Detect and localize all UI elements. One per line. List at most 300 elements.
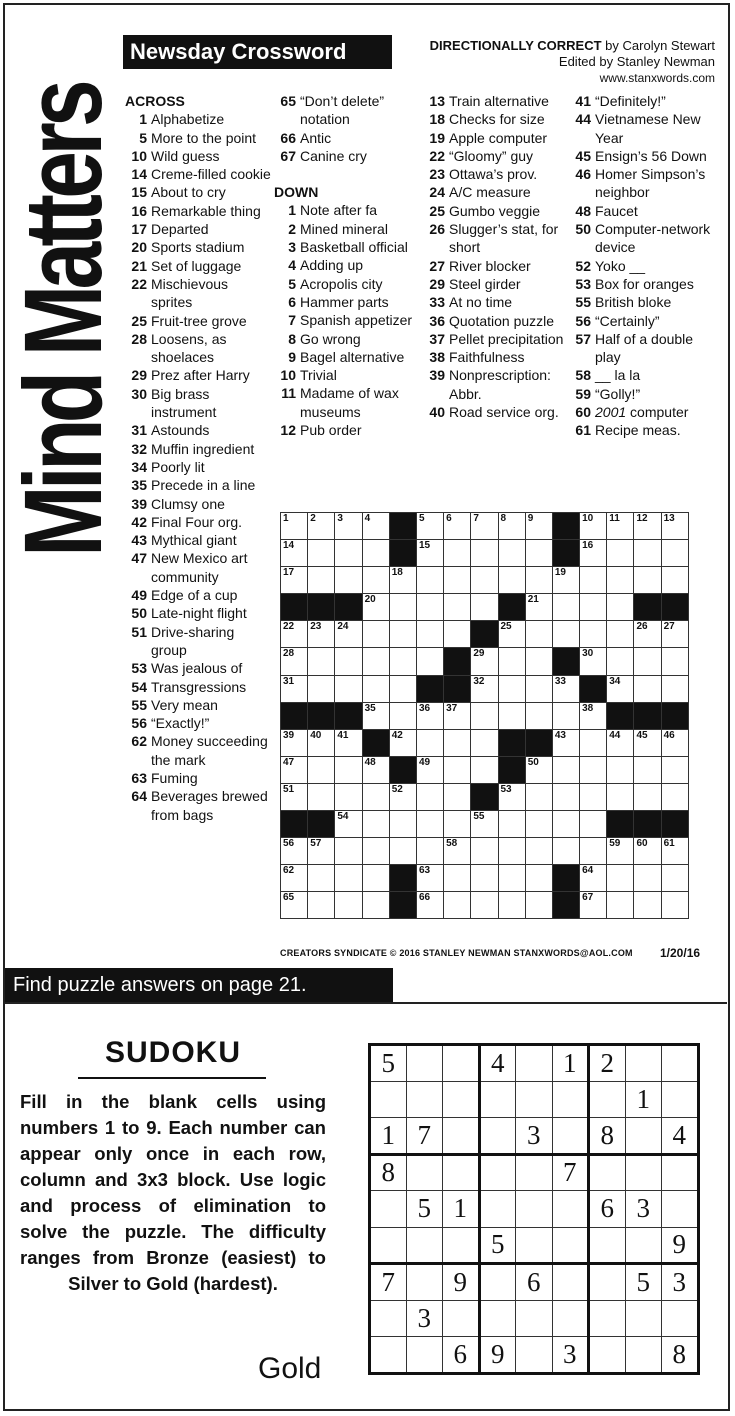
cell-number: 35 bbox=[364, 702, 376, 714]
clue-number: 12 bbox=[280, 422, 296, 439]
cell-number: 59 bbox=[609, 838, 621, 850]
grid-cell bbox=[525, 838, 552, 865]
cell-number: 15 bbox=[418, 540, 431, 552]
grid-cell bbox=[389, 675, 416, 702]
sudoku-cell bbox=[516, 1300, 553, 1337]
sudoku-cell: 8 bbox=[589, 1118, 626, 1155]
grid-cell bbox=[335, 783, 362, 810]
sudoku-cell bbox=[662, 1300, 699, 1337]
sudoku-cell bbox=[589, 1264, 626, 1301]
clue-text: Loosens, as shoelaces bbox=[151, 330, 227, 366]
sudoku-cell: 5 bbox=[625, 1264, 662, 1301]
grid-cell bbox=[444, 783, 471, 810]
sudoku-cell: 4 bbox=[662, 1118, 699, 1155]
clue-number: 25 bbox=[131, 312, 147, 329]
cell-number: 67 bbox=[582, 892, 594, 904]
sudoku-cell: 7 bbox=[406, 1118, 443, 1155]
sudoku-cell bbox=[589, 1154, 626, 1191]
clue-text: Beverages brewed from bags bbox=[151, 788, 268, 823]
clue-text: Half of a double play bbox=[595, 330, 694, 366]
grid-cell bbox=[389, 648, 416, 675]
black-square bbox=[634, 811, 661, 838]
sudoku-cell bbox=[406, 1081, 443, 1118]
black-square bbox=[471, 621, 498, 648]
down-clue bbox=[423, 257, 568, 275]
clue-number: 40 bbox=[429, 404, 445, 421]
cell-number: 28 bbox=[283, 648, 295, 660]
clue-text: Spanish appetizer bbox=[300, 312, 413, 329]
down-clue bbox=[569, 220, 719, 257]
clue-text: About to cry bbox=[151, 184, 226, 201]
cell-number: 24 bbox=[337, 621, 349, 633]
sudoku-cell bbox=[516, 1191, 553, 1228]
grid-cell bbox=[607, 594, 634, 621]
grid-cell bbox=[416, 811, 443, 838]
cell-number: 60 bbox=[636, 838, 648, 850]
cell-number: 32 bbox=[473, 675, 485, 687]
sudoku-title-underline bbox=[78, 1077, 266, 1079]
sudoku-cell: 5 bbox=[479, 1227, 516, 1264]
clue-text: Pellet precipitation bbox=[449, 330, 564, 347]
cell-number: 57 bbox=[310, 838, 322, 850]
sudoku-cell: 3 bbox=[406, 1300, 443, 1337]
grid-cell bbox=[444, 892, 471, 919]
grid-cell bbox=[362, 675, 389, 702]
across-clue bbox=[125, 787, 273, 824]
cell-number: 9 bbox=[527, 513, 534, 524]
grid-cell bbox=[525, 648, 552, 675]
grid-cell bbox=[471, 729, 498, 756]
clue-number: 19 bbox=[429, 129, 445, 146]
cell-number: 39 bbox=[283, 729, 295, 741]
clue-number: 32 bbox=[131, 440, 147, 457]
grid-cell bbox=[335, 892, 362, 919]
down-clue bbox=[569, 147, 719, 165]
clue-text: Fruit-tree grove bbox=[151, 312, 247, 329]
clue-text: Remarkable thing bbox=[151, 202, 261, 219]
grid-cell bbox=[444, 702, 471, 729]
black-square bbox=[525, 729, 552, 756]
down-clue bbox=[423, 293, 568, 311]
crossword-grid bbox=[280, 512, 689, 919]
cell-number: 41 bbox=[337, 729, 349, 741]
cell-number: 54 bbox=[337, 811, 349, 823]
clue-number: 30 bbox=[131, 385, 147, 402]
grid-cell bbox=[308, 756, 335, 783]
clue-number: 17 bbox=[131, 221, 147, 238]
sudoku-cell bbox=[625, 1045, 662, 1082]
clue-number: 61 bbox=[575, 422, 591, 439]
grid-cell bbox=[634, 540, 661, 567]
sudoku-cell bbox=[662, 1081, 699, 1118]
across-clue bbox=[125, 220, 273, 238]
across-clue bbox=[274, 92, 422, 129]
clue-number: 26 bbox=[429, 221, 445, 238]
cell-number: 55 bbox=[473, 811, 485, 823]
grid-cell bbox=[525, 567, 552, 594]
cell-number: 64 bbox=[582, 865, 594, 877]
cell-number: 46 bbox=[663, 729, 675, 741]
sudoku-cell: 5 bbox=[406, 1191, 443, 1228]
down-clue bbox=[569, 293, 719, 311]
down-clue bbox=[274, 311, 422, 329]
grid-cell bbox=[444, 838, 471, 865]
sudoku-cell bbox=[479, 1154, 516, 1191]
grid-cell bbox=[607, 865, 634, 892]
grid-cell bbox=[281, 865, 308, 892]
grid-cell bbox=[362, 702, 389, 729]
down-clue bbox=[569, 275, 719, 293]
sudoku-cell bbox=[552, 1300, 589, 1337]
cell-number: 48 bbox=[364, 756, 376, 768]
grid-cell bbox=[335, 513, 362, 540]
clue-number: 27 bbox=[429, 257, 445, 274]
clue-text: Note after fa bbox=[300, 202, 378, 219]
grid-cell bbox=[661, 756, 688, 783]
down-clue bbox=[569, 110, 719, 147]
grid-cell bbox=[580, 838, 607, 865]
grid-cell bbox=[308, 783, 335, 810]
sudoku-cell bbox=[479, 1118, 516, 1155]
clue-number: 8 bbox=[288, 330, 296, 347]
clue-text: British bloke bbox=[595, 294, 672, 311]
black-square bbox=[580, 675, 607, 702]
black-square bbox=[552, 892, 579, 919]
grid-cell bbox=[471, 838, 498, 865]
clue-text: Madame of wax museums bbox=[300, 385, 399, 420]
sudoku-cell bbox=[406, 1264, 443, 1301]
clue-number: 64 bbox=[131, 788, 147, 805]
grid-cell bbox=[634, 729, 661, 756]
clue-number: 62 bbox=[131, 733, 147, 750]
grid-cell bbox=[580, 513, 607, 540]
grid-cell bbox=[498, 811, 525, 838]
grid-cell bbox=[362, 648, 389, 675]
clue-text: Computer-network device bbox=[595, 221, 711, 256]
grid-cell bbox=[281, 648, 308, 675]
grid-cell bbox=[580, 729, 607, 756]
sudoku-cell: 1 bbox=[443, 1191, 480, 1228]
sudoku-cell bbox=[443, 1081, 480, 1118]
down-clue bbox=[569, 366, 719, 384]
across-clue bbox=[125, 659, 273, 677]
clue-text: Alphabetize bbox=[151, 111, 225, 128]
clue-text: Creme-filled cookie bbox=[151, 166, 271, 183]
cell-number: 33 bbox=[554, 675, 566, 687]
down-clue bbox=[274, 348, 422, 366]
grid-cell bbox=[471, 865, 498, 892]
sudoku-cell bbox=[443, 1300, 480, 1337]
black-square bbox=[389, 513, 416, 540]
grid-cell bbox=[471, 756, 498, 783]
grid-cell bbox=[580, 756, 607, 783]
grid-cell bbox=[281, 513, 308, 540]
clue-text: Clumsy one bbox=[151, 495, 225, 512]
across-clue bbox=[125, 238, 273, 256]
clue-text: Money succeeding the mark bbox=[151, 733, 268, 768]
grid-cell bbox=[661, 513, 688, 540]
grid-cell bbox=[335, 756, 362, 783]
clue-text: Acropolis city bbox=[300, 275, 383, 292]
clue-number: 42 bbox=[131, 513, 147, 530]
cell-number: 51 bbox=[283, 783, 295, 795]
cell-number: 36 bbox=[418, 702, 431, 714]
grid-cell bbox=[661, 567, 688, 594]
clue-number: 57 bbox=[575, 330, 591, 347]
cell-number: 19 bbox=[554, 567, 566, 579]
grid-cell bbox=[308, 648, 335, 675]
down-clue bbox=[274, 330, 422, 348]
sudoku-cell: 4 bbox=[479, 1045, 516, 1082]
grid-cell bbox=[362, 567, 389, 594]
clue-text: 2001 computer bbox=[595, 404, 689, 421]
clue-number: 65 bbox=[280, 93, 296, 109]
down-clue bbox=[569, 385, 719, 403]
sudoku-cell bbox=[479, 1191, 516, 1228]
black-square bbox=[281, 702, 308, 729]
cell-number: 21 bbox=[527, 594, 539, 606]
sudoku-cell: 6 bbox=[443, 1337, 480, 1374]
across-clue bbox=[125, 513, 273, 531]
grid-cell bbox=[661, 648, 688, 675]
clue-number: 35 bbox=[131, 477, 147, 494]
clue-number: 51 bbox=[131, 623, 147, 640]
grid-cell bbox=[607, 729, 634, 756]
answers-banner: Find puzzle answers on page 21. bbox=[5, 968, 393, 1002]
grid-cell bbox=[634, 513, 661, 540]
grid-cell bbox=[444, 621, 471, 648]
clue-text: New Mexico art community bbox=[151, 550, 248, 585]
grid-cell bbox=[634, 675, 661, 702]
clue-text: Departed bbox=[151, 221, 209, 238]
clue-number: 56 bbox=[575, 312, 591, 329]
cell-number: 29 bbox=[473, 648, 485, 660]
grid-cell bbox=[335, 838, 362, 865]
sudoku-cell bbox=[370, 1081, 407, 1118]
down-clue bbox=[569, 165, 719, 202]
sudoku-cell: 3 bbox=[516, 1118, 553, 1155]
grid-cell bbox=[281, 892, 308, 919]
clue-text: Slugger’s stat, for short bbox=[449, 221, 559, 256]
grid-cell bbox=[607, 621, 634, 648]
clue-text: “Gloomy” guy bbox=[449, 147, 534, 164]
cell-number: 49 bbox=[418, 756, 431, 768]
sudoku-cell bbox=[589, 1081, 626, 1118]
sudoku-cell bbox=[406, 1337, 443, 1374]
cell-number: 14 bbox=[283, 540, 295, 552]
clue-number: 52 bbox=[575, 257, 591, 274]
grid-cell bbox=[498, 540, 525, 567]
clue-text: Quotation puzzle bbox=[449, 312, 555, 329]
sudoku-cell bbox=[625, 1154, 662, 1191]
crossword-date: 1/20/16 bbox=[660, 946, 701, 960]
sudoku-grid bbox=[368, 1043, 700, 1375]
clue-number: 7 bbox=[288, 312, 296, 329]
grid-cell bbox=[498, 865, 525, 892]
grid-cell bbox=[444, 811, 471, 838]
clue-text: Apple computer bbox=[449, 129, 548, 146]
sudoku-cell: 9 bbox=[443, 1264, 480, 1301]
grid-cell bbox=[498, 783, 525, 810]
down-clue bbox=[274, 293, 422, 311]
black-square bbox=[308, 811, 335, 838]
grid-cell bbox=[281, 783, 308, 810]
across-clue bbox=[125, 330, 273, 367]
clue-number: 63 bbox=[131, 769, 147, 786]
clue-text: Precede in a line bbox=[151, 477, 256, 494]
grid-cell bbox=[471, 811, 498, 838]
sudoku-instructions: Fill in the blank cells using numbers 1 to 9. Each number can appear only once in each row, column and 3x3 block. Use logic and process of elimination to solve the puzzle. The difficulty ranges from Bronze (easiest) to Silver to Gold (hardest). bbox=[20, 1091, 326, 1294]
sudoku-cell: 9 bbox=[662, 1227, 699, 1264]
grid-cell bbox=[552, 621, 579, 648]
cell-number: 44 bbox=[609, 729, 621, 741]
clue-text: Trivial bbox=[300, 367, 337, 384]
grid-cell bbox=[552, 567, 579, 594]
grid-cell bbox=[525, 756, 552, 783]
grid-cell bbox=[525, 621, 552, 648]
clue-text: Muffin ingredient bbox=[151, 440, 255, 457]
sudoku-cell bbox=[589, 1300, 626, 1337]
down-clue bbox=[423, 403, 568, 421]
clue-text: Homer Simpson’s neighbor bbox=[595, 166, 706, 201]
sudoku-cell: 3 bbox=[625, 1191, 662, 1228]
grid-cell bbox=[661, 729, 688, 756]
down-clue bbox=[423, 147, 568, 165]
grid-cell bbox=[362, 621, 389, 648]
grid-cell bbox=[634, 865, 661, 892]
clue-number: 38 bbox=[429, 349, 445, 366]
clue-text: Fuming bbox=[151, 769, 198, 786]
grid-cell bbox=[525, 811, 552, 838]
black-square bbox=[498, 729, 525, 756]
clue-number: 4 bbox=[288, 257, 296, 274]
grid-cell bbox=[525, 513, 552, 540]
clue-text: At no time bbox=[449, 294, 513, 311]
clue-number: 18 bbox=[429, 111, 445, 128]
grid-cell bbox=[661, 621, 688, 648]
cell-number: 26 bbox=[636, 621, 648, 633]
grid-cell bbox=[362, 892, 389, 919]
grid-cell bbox=[498, 675, 525, 702]
grid-cell bbox=[362, 783, 389, 810]
grid-cell bbox=[281, 756, 308, 783]
clue-text: Set of luggage bbox=[151, 257, 242, 274]
grid-cell bbox=[525, 594, 552, 621]
sudoku-cell: 8 bbox=[662, 1337, 699, 1374]
clue-number: 50 bbox=[575, 221, 591, 238]
grid-cell bbox=[471, 892, 498, 919]
down-clue bbox=[423, 220, 568, 257]
black-square bbox=[389, 892, 416, 919]
clue-number: 66 bbox=[280, 129, 296, 146]
clue-number: 13 bbox=[429, 93, 445, 109]
sudoku-cell bbox=[370, 1191, 407, 1228]
clue-number: 47 bbox=[131, 550, 147, 567]
clue-number: 3 bbox=[288, 239, 296, 256]
grid-cell bbox=[607, 567, 634, 594]
sudoku-cell: 7 bbox=[552, 1154, 589, 1191]
sudoku-cell bbox=[443, 1227, 480, 1264]
sudoku-cell bbox=[516, 1154, 553, 1191]
clue-column-3 bbox=[423, 92, 568, 421]
clue-number: 31 bbox=[131, 422, 147, 439]
grid-cell bbox=[416, 783, 443, 810]
grid-cell bbox=[580, 702, 607, 729]
black-square bbox=[661, 702, 688, 729]
grid-cell bbox=[471, 567, 498, 594]
crossword-site: www.stanxwords.com bbox=[599, 71, 715, 85]
across-clue bbox=[125, 257, 273, 275]
down-clue bbox=[423, 330, 568, 348]
clue-number: 53 bbox=[575, 275, 591, 292]
cell-number: 11 bbox=[609, 513, 620, 524]
cell-number: 53 bbox=[500, 783, 512, 795]
grid-cell bbox=[471, 648, 498, 675]
clue-number: 24 bbox=[429, 184, 445, 201]
grid-cell bbox=[308, 567, 335, 594]
sudoku-cell bbox=[516, 1227, 553, 1264]
clue-text: Pub order bbox=[300, 422, 362, 439]
clue-number: 54 bbox=[131, 678, 147, 695]
grid-cell bbox=[389, 729, 416, 756]
sudoku-difficulty: Gold bbox=[258, 1352, 322, 1385]
black-square bbox=[471, 783, 498, 810]
grid-cell bbox=[444, 594, 471, 621]
grid-cell bbox=[362, 594, 389, 621]
grid-cell bbox=[308, 513, 335, 540]
clue-text: Was jealous of bbox=[151, 660, 243, 677]
grid-cell bbox=[308, 621, 335, 648]
across-clue bbox=[125, 147, 273, 165]
grid-cell bbox=[580, 567, 607, 594]
clue-text: Big brass instrument bbox=[151, 385, 217, 421]
cell-number: 52 bbox=[391, 783, 403, 795]
clue-number: 34 bbox=[131, 458, 147, 475]
cell-number: 30 bbox=[582, 648, 594, 660]
grid-cell bbox=[335, 567, 362, 594]
crossword-credits bbox=[430, 38, 715, 86]
cell-number: 47 bbox=[283, 756, 295, 768]
sudoku-cell bbox=[370, 1300, 407, 1337]
clue-text: Go wrong bbox=[300, 330, 361, 347]
clue-text: Late-night flight bbox=[151, 605, 247, 622]
cell-number: 1 bbox=[283, 513, 289, 524]
clue-text: Mischievous sprites bbox=[151, 275, 229, 311]
across-clue bbox=[125, 129, 273, 147]
sudoku-cell bbox=[443, 1154, 480, 1191]
clue-text: Prez after Harry bbox=[151, 367, 250, 384]
grid-cell bbox=[308, 729, 335, 756]
clue-number: 45 bbox=[575, 147, 591, 164]
down-clue bbox=[569, 257, 719, 275]
clue-text: Very mean bbox=[151, 696, 218, 713]
sudoku-cell: 1 bbox=[370, 1118, 407, 1155]
grid-cell bbox=[389, 567, 416, 594]
grid-cell bbox=[580, 540, 607, 567]
grid-cell bbox=[498, 513, 525, 540]
cell-number: 20 bbox=[364, 594, 376, 606]
grid-cell bbox=[525, 675, 552, 702]
sudoku-cell bbox=[479, 1264, 516, 1301]
black-square bbox=[281, 811, 308, 838]
grid-cell bbox=[335, 648, 362, 675]
clue-number: 21 bbox=[131, 257, 147, 274]
clue-text: Antic bbox=[300, 129, 332, 146]
grid-cell bbox=[362, 513, 389, 540]
across-clue bbox=[125, 531, 273, 549]
clue-number: 23 bbox=[429, 166, 445, 183]
clue-number: 60 bbox=[575, 404, 591, 421]
